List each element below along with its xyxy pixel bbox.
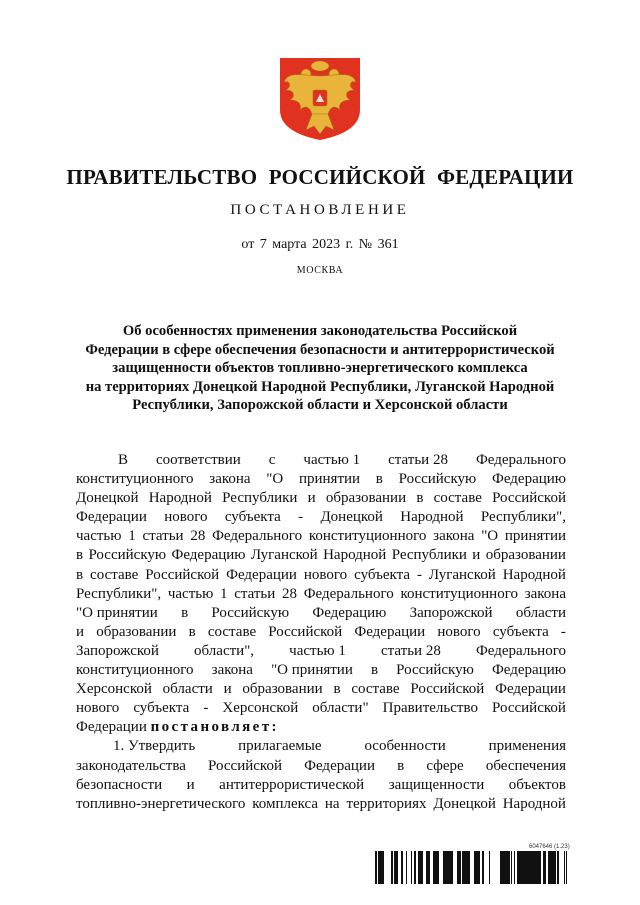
- word: принятии: [504, 528, 566, 545]
- word: 28: [190, 528, 206, 545]
- word: статьи 28: [388, 452, 448, 468]
- word: Федерацию: [491, 662, 566, 679]
- word: нового: [76, 700, 120, 717]
- word: 1: [220, 585, 228, 602]
- word: Федерации: [304, 757, 375, 774]
- word: Народной: [502, 795, 566, 812]
- word: "О: [481, 528, 499, 545]
- word: Российской: [492, 490, 566, 507]
- word: составе: [351, 681, 400, 698]
- government-title: ПРАВИТЕЛЬСТВО РОССИЙСКОЙ ФЕДЕРАЦИИ: [66, 165, 574, 189]
- word: закона: [211, 662, 253, 679]
- word: Федерального: [212, 528, 303, 545]
- word: и: [76, 623, 85, 640]
- word: Российской: [268, 623, 343, 640]
- word: частью 1: [303, 452, 361, 468]
- text-line: [76, 737, 566, 756]
- word: Федерации: [226, 566, 297, 583]
- word: Донецкой: [76, 490, 139, 507]
- text-line: [76, 661, 566, 680]
- word: 1: [128, 528, 136, 545]
- word: в: [333, 681, 341, 698]
- text-line: [76, 566, 566, 585]
- barcode-icon: [375, 851, 567, 884]
- word: образовании: [325, 490, 407, 507]
- word: закона: [433, 528, 475, 545]
- word: соответствии: [156, 452, 241, 468]
- word: и: [472, 547, 481, 564]
- word: "О принятии: [76, 604, 158, 621]
- word: конституционного: [400, 585, 518, 602]
- word: законодательства: [76, 757, 186, 774]
- resolution-verb: постановляет:: [150, 719, 279, 736]
- text-line: [76, 508, 566, 527]
- word: Запорожской: [409, 604, 493, 621]
- word: Народной: [323, 547, 387, 564]
- word: безопасности: [76, 776, 163, 793]
- resolution-line: [76, 718, 566, 737]
- word: конституционного: [76, 662, 194, 679]
- word: Республики",: [76, 585, 162, 602]
- word: области",: [194, 642, 255, 659]
- word: в: [76, 566, 84, 583]
- word: в: [397, 757, 405, 774]
- word: и: [223, 681, 232, 698]
- word: субъекта: [224, 509, 281, 526]
- word: закона: [209, 471, 251, 488]
- word: Республики",: [480, 509, 566, 526]
- word: области: [162, 681, 213, 698]
- resolution-prefix: Федерации: [76, 719, 147, 736]
- word: обеспечения: [485, 757, 566, 774]
- word: в: [76, 547, 84, 564]
- text-line: [76, 776, 566, 795]
- word: образовании: [485, 547, 566, 564]
- word: Донецкой: [320, 509, 383, 526]
- word: Российской: [208, 757, 282, 774]
- word: "О: [266, 471, 284, 488]
- word: Федерацию: [491, 471, 566, 488]
- text-line: [76, 795, 566, 814]
- word: защищенности: [388, 776, 485, 793]
- word: Херсонской: [76, 681, 152, 698]
- word: Федерации: [354, 623, 426, 640]
- word: Республики: [222, 490, 298, 507]
- subject-line: защищенности объектов топливно-энергетического комплекса: [112, 360, 528, 377]
- word: Республики: [391, 547, 467, 564]
- word: Российскую: [88, 547, 167, 564]
- subject-line: Об особенностях применения законодательства Российской: [122, 323, 518, 339]
- word: частью: [167, 585, 214, 602]
- word: составе: [207, 623, 257, 640]
- subject-line: Республики, Запорожской области и Херсонской области: [132, 397, 508, 414]
- word: -: [203, 700, 209, 717]
- word: Федерального: [475, 642, 566, 659]
- word: Федерации: [495, 681, 566, 698]
- word: 1. Утвердить: [113, 738, 196, 755]
- word: с: [268, 452, 276, 468]
- text-line: [76, 527, 566, 546]
- word: закона: [524, 585, 566, 602]
- text-line: [76, 546, 566, 565]
- document-type: ПОСТАНОВЛЕНИЕ: [230, 202, 410, 218]
- word: Российскую: [398, 471, 477, 488]
- word: образовании: [242, 681, 323, 698]
- text-line: [76, 757, 566, 776]
- word: Херсонской: [222, 700, 299, 717]
- word: принятии: [298, 471, 361, 488]
- word: топливно-энергетического: [76, 795, 246, 812]
- word: нового: [437, 623, 481, 640]
- text-line: [76, 451, 566, 470]
- word: в: [370, 662, 379, 679]
- text-line: [76, 470, 566, 489]
- word: частью: [76, 528, 122, 545]
- word: Федерации: [76, 509, 147, 526]
- text-line: [76, 642, 566, 661]
- word: 28: [282, 585, 297, 602]
- word: -: [560, 623, 566, 640]
- word: образовании: [96, 623, 177, 640]
- word: конституционного: [76, 471, 194, 488]
- word: Российской: [492, 700, 566, 717]
- word: антитеррористической: [219, 776, 365, 793]
- word: -: [416, 566, 422, 583]
- word: прилагаемые: [238, 738, 322, 755]
- word: применения: [488, 738, 566, 755]
- text-line: [76, 585, 566, 604]
- word: и: [186, 776, 195, 793]
- word: Федерацию: [312, 604, 387, 621]
- word: субъекта: [354, 566, 411, 583]
- word: субъекта: [492, 623, 549, 640]
- word: в: [375, 471, 383, 488]
- text-line: [76, 489, 566, 508]
- word: субъекта: [133, 700, 190, 717]
- word: -: [298, 509, 304, 526]
- document-body: [76, 451, 566, 814]
- text-line: [76, 604, 566, 623]
- word: в: [181, 604, 189, 621]
- word: в: [416, 490, 424, 507]
- word: Федерального: [303, 585, 394, 602]
- word: области: [515, 604, 566, 621]
- word: статьи 28: [381, 642, 441, 659]
- word: нового: [164, 509, 208, 526]
- text-line: [76, 699, 566, 718]
- document-date-number: от 7 марта 2023 г. № 361: [241, 237, 399, 252]
- word: Луганской: [250, 547, 318, 564]
- word: В: [118, 452, 129, 468]
- word: статьи: [234, 585, 276, 602]
- word: составе: [433, 490, 482, 507]
- word: Российской: [145, 566, 220, 583]
- word: Луганской: [428, 566, 496, 583]
- word: Федерального: [475, 452, 566, 468]
- word: Российской: [410, 681, 485, 698]
- word: Народной: [148, 490, 212, 507]
- word: области": [312, 700, 369, 717]
- word: Федерацию: [171, 547, 246, 564]
- word: Правительство: [382, 700, 478, 717]
- subject-line: на территориях Донецкой Народной Республики, Луганской Народной: [85, 378, 555, 395]
- coat-of-arms-icon: [276, 56, 364, 142]
- text-line: [76, 680, 566, 699]
- word: частью 1: [289, 642, 346, 659]
- word: комплекса: [252, 795, 319, 812]
- word: на: [324, 795, 340, 812]
- word: Российскую: [396, 662, 474, 679]
- word: Донецкой: [433, 795, 496, 812]
- word: "О принятии: [271, 662, 353, 679]
- word: Запорожской: [76, 642, 159, 659]
- word: Российскую: [211, 604, 290, 621]
- word: конституционного: [308, 528, 427, 545]
- word: и: [307, 490, 316, 507]
- word: объектов: [508, 776, 566, 793]
- word: составе: [90, 566, 139, 583]
- word: нового: [303, 566, 348, 583]
- word: территориях: [346, 795, 427, 812]
- word: особенности: [364, 738, 446, 755]
- text-line: [76, 623, 566, 642]
- barcode-label: 6047646 (1.23): [529, 844, 570, 850]
- word: сфере: [426, 757, 464, 774]
- word: статьи: [142, 528, 184, 545]
- word: в: [188, 623, 196, 640]
- document-city: МОСКВА: [296, 265, 344, 276]
- subject-line: Федерации в сфере обеспечения безопасности и антитеррористической: [85, 341, 555, 358]
- word: Народной: [400, 509, 464, 526]
- document-subject: [70, 322, 570, 415]
- word: Народной: [502, 566, 566, 583]
